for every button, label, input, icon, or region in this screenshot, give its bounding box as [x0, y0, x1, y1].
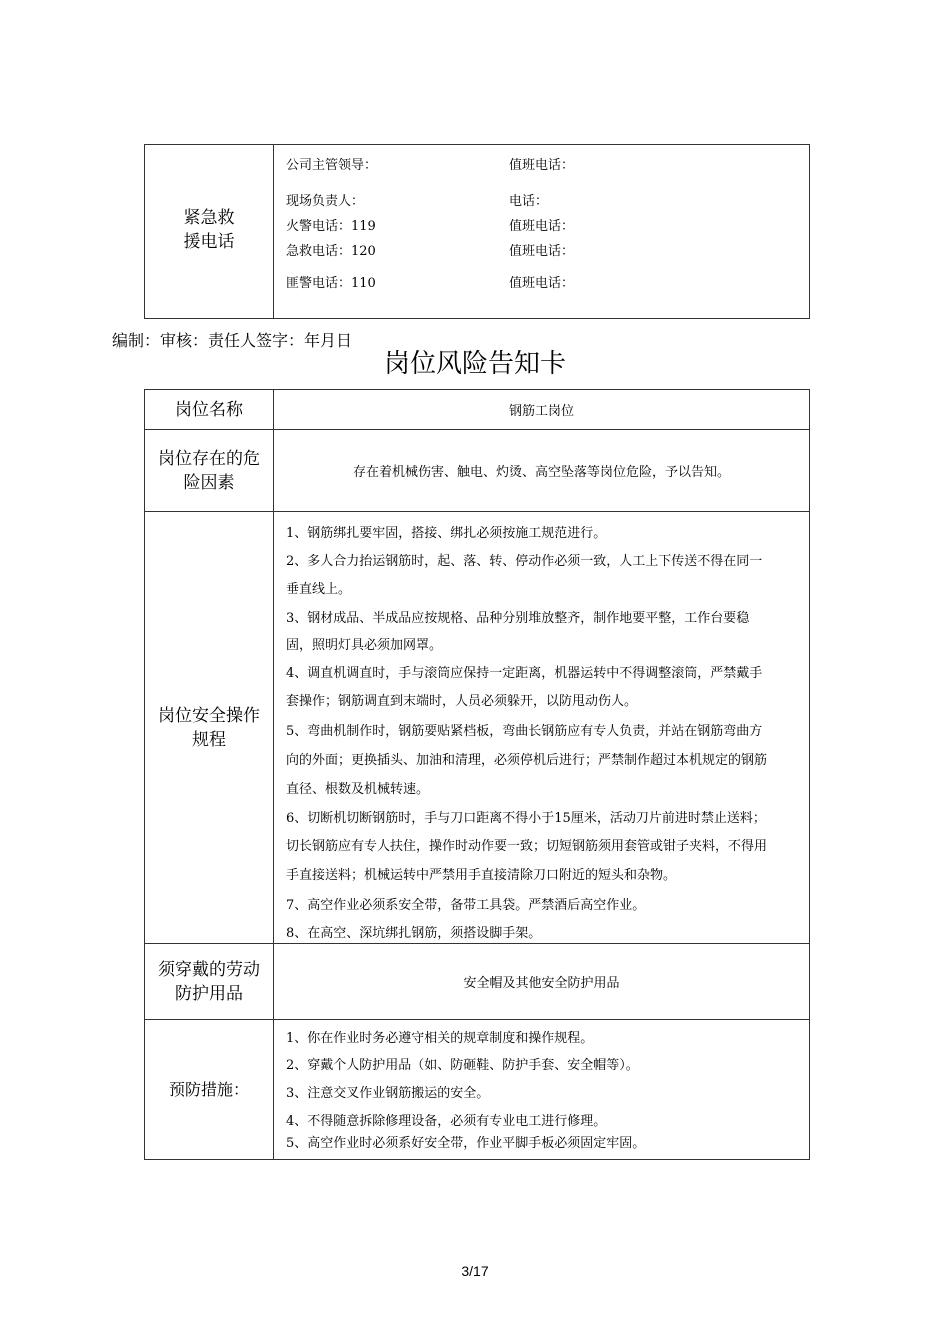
rule-line: 垂直线上。 — [286, 582, 352, 597]
phone: 电话： — [509, 194, 549, 209]
prevention-line: 4、不得随意拆除修理设备，必须有专业电工进行修理。 — [286, 1114, 607, 1129]
rule-line: 3、钢材成品、半成品应按规格、品种分别堆放整齐，制作地要平整，工作台要稳 — [286, 611, 750, 626]
emergency-title-line2: 援电话 — [183, 232, 235, 252]
prevention-line: 3、注意交叉作业钢筋搬运的安全。 — [286, 1086, 490, 1101]
rules-label — [145, 512, 273, 943]
card-title: 岗位风险告知卡 — [383, 349, 566, 379]
post-name-value: 钢筋工岗位 — [508, 404, 574, 419]
emergency-title — [145, 200, 273, 260]
fire-phone: 火警电话：119 — [286, 219, 376, 234]
prevention-line: 1、你在作业时务必遵守相关的规章制度和操作规程。 — [286, 1031, 594, 1046]
rules-label-line2: 规程 — [192, 729, 226, 750]
company-leader: 公司主管领导： — [286, 158, 378, 173]
ppe-label-line2: 防护用品 — [175, 983, 243, 1004]
ppe-label-line1: 须穿戴的劳动 — [158, 959, 260, 980]
rule-line: 8、在高空、深坑绑扎钢筋，须搭设脚手架。 — [286, 926, 542, 941]
rule-line: 向的外面；更换插头、加油和清理，必须停机后进行；严禁制作超过本机规定的钢筋 — [286, 753, 768, 768]
ambulance-phone: 急救电话：120 — [286, 244, 376, 259]
police-phone: 匪警电话：110 — [286, 276, 376, 291]
emergency-divider — [273, 144, 274, 319]
hazard-label-line1: 岗位存在的危 — [158, 448, 260, 469]
rules-label-line1: 岗位安全操作 — [158, 705, 260, 726]
duty-phone-4: 值班电话： — [509, 276, 575, 291]
rule-line: 直径、根数及机械转速。 — [286, 782, 430, 797]
ppe-value: 安全帽及其他安全防护用品 — [463, 976, 620, 991]
duty-phone-3: 值班电话： — [509, 244, 575, 259]
signature-line: 编制：审核：责任人签字：年月日 — [112, 331, 353, 350]
hazard-label-line2: 险因素 — [183, 472, 235, 493]
rule-line: 固，照明灯具必须加网罩。 — [286, 638, 443, 653]
duty-phone-2: 值班电话： — [509, 219, 575, 234]
site-manager: 现场负责人： — [286, 194, 365, 209]
rule-line: 套操作；钢筋调直到末端时，人员必须躲开，以防甩动伤人。 — [286, 694, 638, 709]
prevention-line: 5、高空作业时必须系好安全带，作业平脚手板必须固定牢固。 — [286, 1136, 646, 1151]
page-number: 3/17 — [461, 1263, 489, 1279]
rule-line: 6、切断机切断钢筋时，手与刀口距离不得小于15厘米，活动刀片前进时禁止送料； — [286, 811, 766, 826]
rule-line: 2、多人合力抬运钢筋时，起、落、转、停动作必须一致，人工上下传送不得在同一 — [286, 554, 763, 569]
emergency-title-line1: 紧急救 — [183, 208, 235, 228]
rule-line: 1、钢筋绑扎要牢固，搭接、绑扎必须按施工规范进行。 — [286, 526, 607, 541]
rule-line: 手直接送料；机械运转中严禁用手直接清除刀口附近的短头和杂物。 — [286, 868, 677, 883]
hazard-label — [145, 430, 273, 511]
rule-line: 7、高空作业必须系安全带，备带工具袋。严禁酒后高空作业。 — [286, 898, 646, 913]
rule-line: 5、弯曲机制作时，钢筋要贴紧档板，弯曲长钢筋应有专人负责，并站在钢筋弯曲方 — [286, 724, 763, 739]
ppe-label — [145, 944, 273, 1019]
post-name-label: 岗位名称 — [175, 399, 243, 420]
duty-phone-1: 值班电话： — [509, 158, 575, 173]
hazard-value: 存在着机械伤害、触电、灼烫、高空坠落等岗位危险，予以告知。 — [352, 465, 730, 480]
rule-line: 4、调直机调直时，手与滚筒应保持一定距离，机器运转中不得调整滚筒，严禁戴手 — [286, 666, 763, 681]
prevention-label: 预防措施： — [168, 1080, 249, 1099]
rule-line: 切长钢筋应有专人扶住，操作时动作要一致；切短钢筋须用套管或钳子夹料，不得用 — [286, 839, 768, 854]
prevention-line: 2、穿戴个人防护用品（如、防砸鞋、防护手套、安全帽等）。 — [286, 1058, 639, 1073]
